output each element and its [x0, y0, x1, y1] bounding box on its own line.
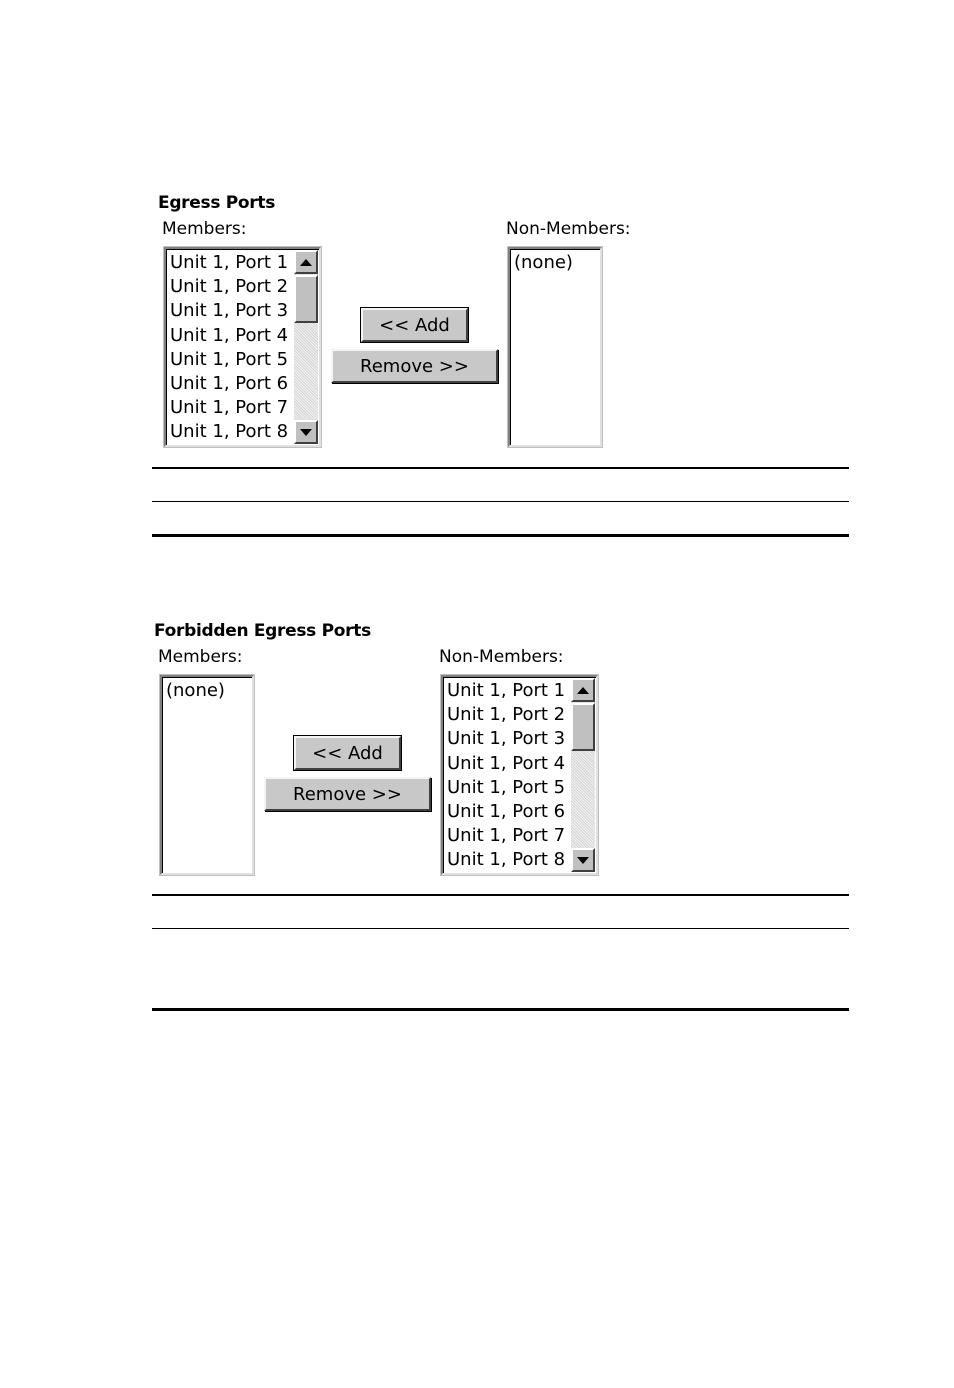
divider — [152, 928, 849, 929]
scroll-thumb[interactable] — [294, 275, 318, 323]
list-item[interactable]: Unit 1, Port 2 — [447, 704, 566, 726]
forbidden-add-button[interactable]: << Add — [294, 736, 401, 770]
list-item[interactable]: Unit 1, Port 5 — [170, 348, 289, 370]
list-item[interactable]: Unit 1, Port 8 — [170, 421, 289, 443]
list-item[interactable]: Unit 1, Port 7 — [170, 397, 289, 419]
list-item[interactable]: Unit 1, Port 5 — [447, 776, 566, 798]
egress-members-scrollbar[interactable] — [294, 250, 318, 444]
arrow-down-icon — [577, 857, 589, 864]
list-item[interactable]: Unit 1, Port 1 — [170, 252, 289, 273]
forbidden-remove-button[interactable]: Remove >> — [264, 777, 431, 811]
divider — [152, 467, 849, 469]
scroll-up-button[interactable] — [571, 678, 595, 702]
scroll-down-button[interactable] — [571, 848, 595, 872]
arrow-up-icon — [577, 687, 589, 694]
list-item[interactable]: Unit 1, Port 3 — [170, 300, 289, 322]
list-item[interactable]: Unit 1, Port 3 — [447, 728, 566, 750]
egress-nonmembers-listbox[interactable] — [508, 247, 602, 447]
list-item[interactable]: Unit 1, Port 4 — [170, 324, 289, 346]
list-item[interactable]: Unit 1, Port 4 — [447, 752, 566, 774]
divider — [152, 1008, 849, 1011]
egress-members-label: Members: — [162, 219, 247, 239]
divider — [152, 894, 849, 896]
egress-remove-button[interactable]: Remove >> — [331, 349, 498, 383]
list-item[interactable]: Unit 1, Port 1 — [447, 680, 566, 701]
list-item[interactable]: Unit 1, Port 6 — [447, 800, 566, 822]
forbidden-egress-ports-title: Forbidden Egress Ports — [154, 621, 371, 641]
scroll-down-button[interactable] — [294, 420, 318, 444]
divider — [152, 534, 849, 537]
list-item[interactable]: Unit 1, Port 6 — [170, 372, 289, 394]
list-item[interactable]: (none) — [166, 680, 225, 701]
forbidden-members-label: Members: — [158, 647, 243, 667]
list-item[interactable]: Unit 1, Port 2 — [170, 276, 289, 298]
arrow-up-icon — [300, 259, 312, 266]
list-item[interactable]: (none) — [514, 252, 573, 273]
forbidden-members-listbox[interactable] — [160, 675, 254, 875]
egress-members-listbox[interactable] — [164, 247, 321, 447]
divider — [152, 501, 849, 502]
scroll-thumb[interactable] — [571, 703, 595, 751]
list-item[interactable]: Unit 1, Port 8 — [447, 849, 566, 871]
forbidden-nonmembers-listbox[interactable] — [441, 675, 598, 875]
egress-add-button[interactable]: << Add — [361, 308, 468, 342]
scroll-up-button[interactable] — [294, 250, 318, 274]
egress-nonmembers-label: Non-Members: — [506, 219, 631, 239]
egress-ports-title: Egress Ports — [158, 193, 276, 213]
list-item[interactable]: Unit 1, Port 7 — [447, 825, 566, 847]
forbidden-nonmembers-label: Non-Members: — [439, 647, 564, 667]
forbidden-nonmembers-scrollbar[interactable] — [571, 678, 595, 872]
arrow-down-icon — [300, 429, 312, 436]
